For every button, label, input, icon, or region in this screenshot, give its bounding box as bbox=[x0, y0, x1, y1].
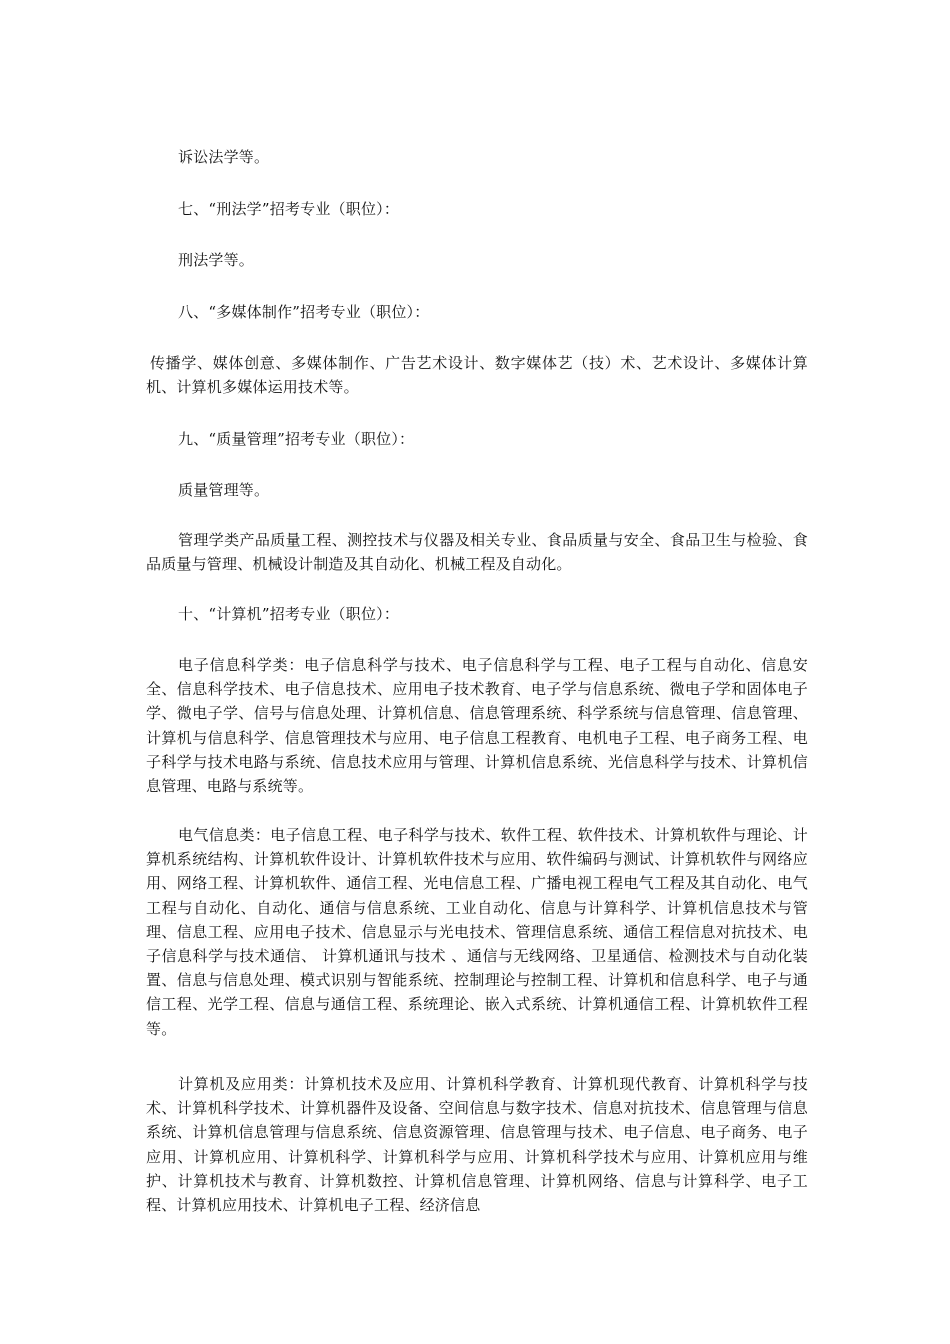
heading-multimedia: 八、“多媒体制作”招考专业（职位）： bbox=[178, 303, 430, 321]
paragraph-quality-management: 质量管理等。 bbox=[178, 481, 270, 499]
heading-computer: 十、“计算机”招考专业（职位）： bbox=[178, 605, 400, 623]
heading-criminal-law: 七、“刑法学”招考专业（职位）： bbox=[178, 200, 400, 218]
paragraph-electrical-info: 电气信息类：电子信息工程、电子科学与技术、软件工程、软件技术、计算机软件与理论、计算机系统结构、计算机软件设计、计算机软件技术与应用、软件编码与测试、计算机软件与网络应用、网络工程、计算机软件、通信工程、光电信息工程、广播电视工程电气工程及其自动化、电气工程与自动化、自动化、通信与信息系统、工业自动化、信息与计算科学、计算机信息技术与管理、信息工程、应用电子技术、信息显示与光电技术、管理信息系统、通信工程信息对抗技术、电子信息科学与技术通信、 计算机通讯与技术 、通信与无线网络、卫星通信、检测技术与自动化装置、信息与信息处理、模式识别与智能系统、控制理论与控制工程、计算机和信息科学、电子与通信工程、光学工程、信息与通信工程、系统理论、嵌入式系统、计算机通信工程、计算机软件工程等。 bbox=[146, 826, 808, 1038]
heading-quality-management: 九、“质量管理”招考专业（职位）： bbox=[178, 430, 415, 448]
paragraph-computer-applications: 计算机及应用类：计算机技术及应用、计算机科学教育、计算机现代教育、计算机科学与技术、计算机科学技术、计算机器件及设备、空间信息与数字技术、信息对抗技术、信息管理与信息系统、计算机信息管理与信息系统、信息资源管理、信息管理与技术、电子信息、电子商务、电子应用、计算机应用、计算机科学、计算机科学与应用、计算机科学技术与应用、计算机应用与维护、计算机技术与教育、计算机数控、计算机信息管理、计算机网络、信息与计算科学、电子工程、计算机应用技术、计算机电子工程、经济信息 bbox=[146, 1075, 808, 1215]
paragraph-criminal-law: 刑法学等。 bbox=[178, 251, 255, 269]
paragraph-multimedia: 传播学、媒体创意、多媒体制作、广告艺术设计、数字媒体艺（技）术、艺术设计、多媒体计算机、计算机多媒体运用技术等。 bbox=[146, 354, 808, 397]
paragraph-quality-engineering: 管理学类产品质量工程、测控技术与仪器及相关专业、食品质量与安全、食品卫生与检验、食品质量与管理、机械设计制造及其自动化、机械工程及自动化。 bbox=[146, 531, 808, 574]
paragraph-litigation-law: 诉讼法学等。 bbox=[178, 148, 270, 166]
paragraph-electronic-info-science: 电子信息科学类：电子信息科学与技术、电子信息科学与工程、电子工程与自动化、信息安全、信息科学技术、电子信息技术、应用电子技术教育、电子学与信息系统、微电子学和固体电子学、微电子学、信号与信息处理、计算机信息、信息管理系统、科学系统与信息管理、信息管理、计算机与信息科学、信息管理技术与应用、电子信息工程教育、电机电子工程、电子商务工程、电子科学与技术电路与系统、信息技术应用与管理、计算机信息系统、光信息科学与技术、计算机信息管理、电路与系统等。 bbox=[146, 656, 808, 796]
